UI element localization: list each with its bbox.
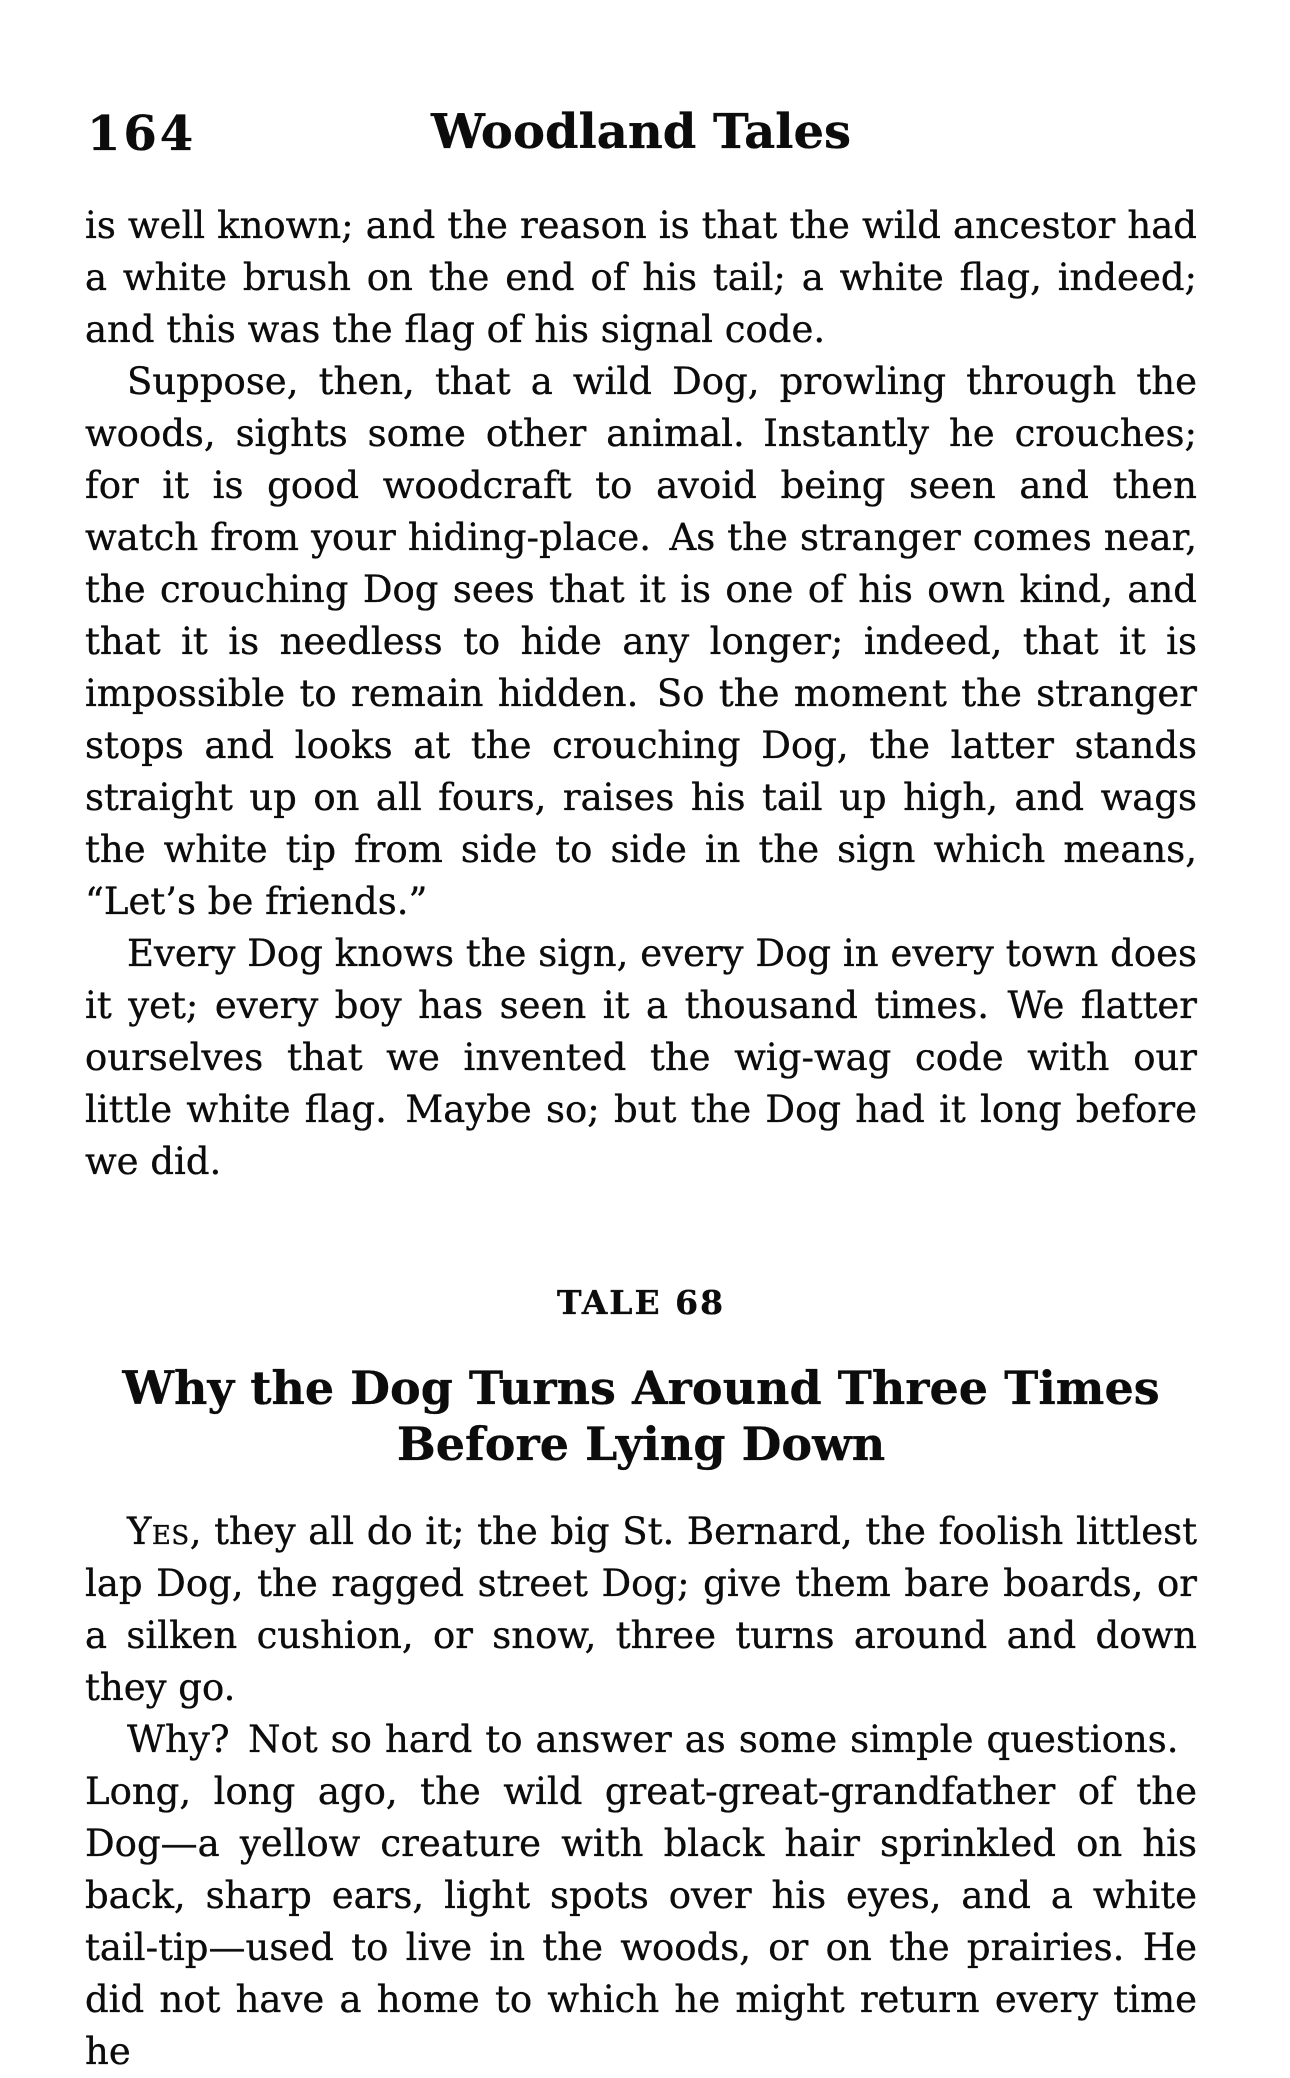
tale-title: Why the Dog Turns Around Three Times Before Lying Down — [122, 1361, 1160, 1471]
page-header — [85, 104, 1197, 162]
paragraph: Why? Not so hard to answer as some simple questions. Long, long ago, the wild great-great-grandfather of the Dog—a yellow creature with black hair sprinkled on his back, sharp ears, light spots over his eyes, and a white tail-tip—used to live in the woods, or on the prairies. He did not have a home to which he might return every time he — [85, 1718, 1197, 2073]
lead-word-smallcaps: Yes — [127, 1510, 190, 1553]
paragraph: Every Dog knows the sign, every Dog in every town does it yet; every boy has seen it a thousand times. We flatter ourselves that we invented the wig-wag code with our little white flag. Maybe so; but the Dog had it long before we did. — [85, 932, 1197, 1183]
paragraph: is well known; and the reason is that the wild ancestor had a white brush on the end of his tail; a white flag, indeed; and this was the flag of his signal code. — [85, 204, 1197, 351]
running-title: Woodland Tales — [430, 104, 852, 160]
paragraph — [85, 1506, 1197, 1714]
tale-number-heading: TALE 68 — [556, 1283, 726, 1322]
tale67-continuation-text — [85, 200, 1197, 1188]
paragraph: Suppose, then, that a wild Dog, prowling through the woods, sights some other animal. Instantly he crouches; for it is good woodcraft to avoid being seen and then watch from your hiding-place. As the stranger comes near, the crouching Dog sees that it is one of his own kind, and that it is needless to hide any longer; indeed, that it is impossible to remain hidden. So the moment the stranger stops and looks at the crouching Dog, the latter stands straight up on all fours, raises his tail up high, and wags the white tip from side to side in the sign which means, “Let’s be friends.” — [85, 360, 1197, 923]
paragraph-text: , they all do it; the big St. Bernard, the foolish littlest lap Dog, the ragged street Dog; give them bare boards, or a silken cushion, or snow, three turns around and down they go. — [85, 1510, 1197, 1709]
tale68-body-text — [85, 1506, 1197, 2078]
book-page — [85, 0, 1197, 2078]
page-number: 164 — [87, 106, 197, 162]
